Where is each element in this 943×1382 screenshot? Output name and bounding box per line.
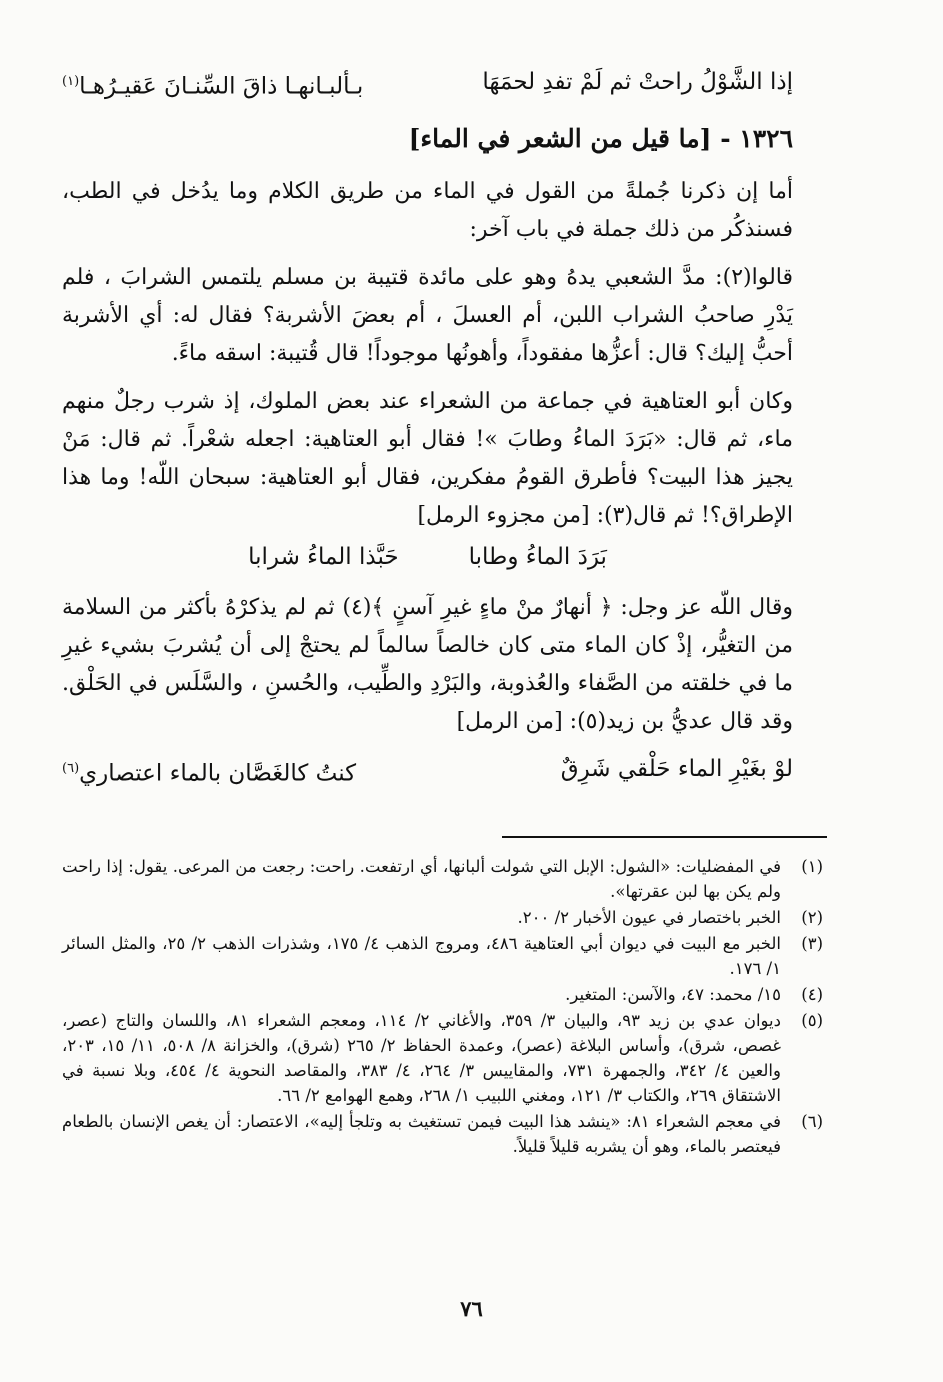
paragraph-abu-atahiya: وكان أبو العتاهية في جماعة من الشعراء عند بعض الملوك، إذ شرب رجلٌ منهم ماء، ثم قال: «بَرَدَ الماءُ وطابَ »! فقال أبو العتاهية: اجعله شعْراً. ثم قال: مَنْ يجيز هذا البيت؟ فأطرق القومُ مفكرين، فقال أبو العتاهية: سبحان اللّه! وما هذا الإطراق؟! ثم قال(٣): [من مجزوء الرمل] (62, 388, 793, 528)
footnote-text: الخبر باختصار في عيون الأخبار ٢/ ٢٠٠. (517, 908, 781, 927)
footnote-5 (62, 1008, 823, 1108)
footnote-divider (502, 836, 827, 838)
footnote-1 (62, 854, 823, 904)
verse-second-hemistich: كنتُ كالغَصَّان بالماء اعتصاري$^{(٦)}$ (62, 760, 357, 787)
verse-first-hemistich: بَرَدَ الماءُ وطابا (468, 543, 607, 570)
section-heading: ١٣٢٦ - [ما قيل من الشعر في الماء] (408, 123, 793, 153)
footnote-number: (١) (801, 857, 823, 876)
footnote-number: (٣) (801, 934, 823, 953)
footnote-number: (٥) (801, 1011, 823, 1030)
main-text (62, 60, 793, 795)
footnote-text: ديوان عدي بن زيد ٩٣، والبيان ٣/ ٣٥٩، والأغاني ٢/ ١١٤، ومعجم الشعراء ٨١، واللسان والتاج (عصر، غصص، شرق)، وأساس البلاغة (عصر)، وعمدة الحفاظ ٢/ ٢٦٥ (شرق)، والخزانة ٨/ ٥٠٨، ١١/ ١٥، ٢٠٣، والعين ٤/ ٣٤٢، والجمهرة ٧٣١، والمقاييس ٣/ ٢٦٤، ٤/ ٣٨٣، والمقاصد النحوية ٤/ ٤٥٤، وبلا نسبة في الاشتقاق ٢٦٩، والكتاب ٣/ ١٢١، ومغني اللبيب ١/ ٢٦٨، وهمع الهوامع ٢/ ٦٦. (62, 1011, 782, 1105)
footnote-text: في معجم الشعراء ٨١: «ينشد هذا البيت فيمن تستغيث به وتلجأ إليه»، الاعتصار: أن يغص الإنسان بالطعام فيعتصر بالماء، وهو أن يشربه قليلاً قليلاً. (62, 1112, 781, 1156)
verse-three (62, 747, 793, 796)
verse-first-hemistich: إذا الشَّوْلُ راحتْ ثم لَمْ تفدِ لحمَهَا (482, 69, 793, 95)
footnotes (62, 854, 823, 1160)
verse-first-hemistich: لوْ بغَيْرِ الماء حَلْقي شَرِقٌ (560, 755, 793, 782)
verse-two (62, 535, 793, 579)
footnote-number: (٤) (801, 985, 823, 1004)
verse-second-hemistich: بـألبـانهـا ذاقَ السِّنـانَ عَقيـرُهـا$^{(١)}$ (62, 73, 364, 100)
paragraph-intro: أما إن ذكرنا جُملةً من القول في الماء من طريق الكلام وما يدُخل في الطب، فسنذكُر من ذلك جملة في باب آخر: (62, 178, 793, 242)
footnote-4 (62, 982, 823, 1007)
opening-verse (62, 60, 793, 109)
footnote-3 (62, 931, 823, 981)
footnote-6 (62, 1109, 823, 1159)
footnote-text: في المفضليات: «الشول: الإبل التي شولت ألبانها، أي ارتفعت. راحت: رجعت من المرعى. يقول: إذا راحت ولم يكن بها لبن عقرتها». (62, 857, 781, 901)
footnote-text: ١٥/ محمد: ٤٧، والآسن: المتغير. (565, 985, 781, 1004)
footnote-ref: (٦) (62, 760, 80, 776)
footnote-2 (62, 905, 823, 930)
footnote-number: (٦) (801, 1112, 823, 1131)
paragraph-quran: وقال اللّه عز وجل: ﴿ أنهارٌ منْ ماءٍ غيرِ آسنٍ ﴾(٤) ثم لم يذكرْهُ بأكثر من السلامة من التغيُّر، إذْ كان الماء متى كان خالصاً سالماً لم يحتجْ إلى أن يُشربَ بشيء غيرِ ما في خلقته من الصَّفاء والعُذوبة، والبَرْدِ والطِّيب، والحُسنِ ، والسَّلَس في الحَلْق. وقد قال عديُّ بن زيد(٥): [من الرمل] (62, 594, 793, 734)
footnote-text: الخبر مع البيت في ديوان أبي العتاهية ٤٨٦، ومروج الذهب ٤/ ١٧٥، وشذرات الذهب ٢/ ٢٥، والمثل السائر ١/ ١٧٦. (62, 934, 781, 978)
footnote-ref: (١) (62, 74, 80, 89)
paragraph-shabi: قالوا(٢): مدَّ الشعبي يدهُ وهو على مائدة قتيبة بن مسلم يلتمس الشرابَ ، فلم يَدْرِ صاحبُ الشراب اللبن، أم العسلَ ، أم بعضَ الأشربة؟ فقال له: أي الأشربة أحبُّ إليك؟ قال: أعزُّها مفقوداً، وأهونُها موجوداً! قال قُتيبة: اسقه ماءً. (62, 264, 793, 366)
verse-second-hemistich: حَبَّذا الماءُ شرابا (248, 543, 399, 570)
page-number: ٧٦ (460, 1296, 483, 1321)
footnote-number: (٢) (801, 908, 823, 927)
